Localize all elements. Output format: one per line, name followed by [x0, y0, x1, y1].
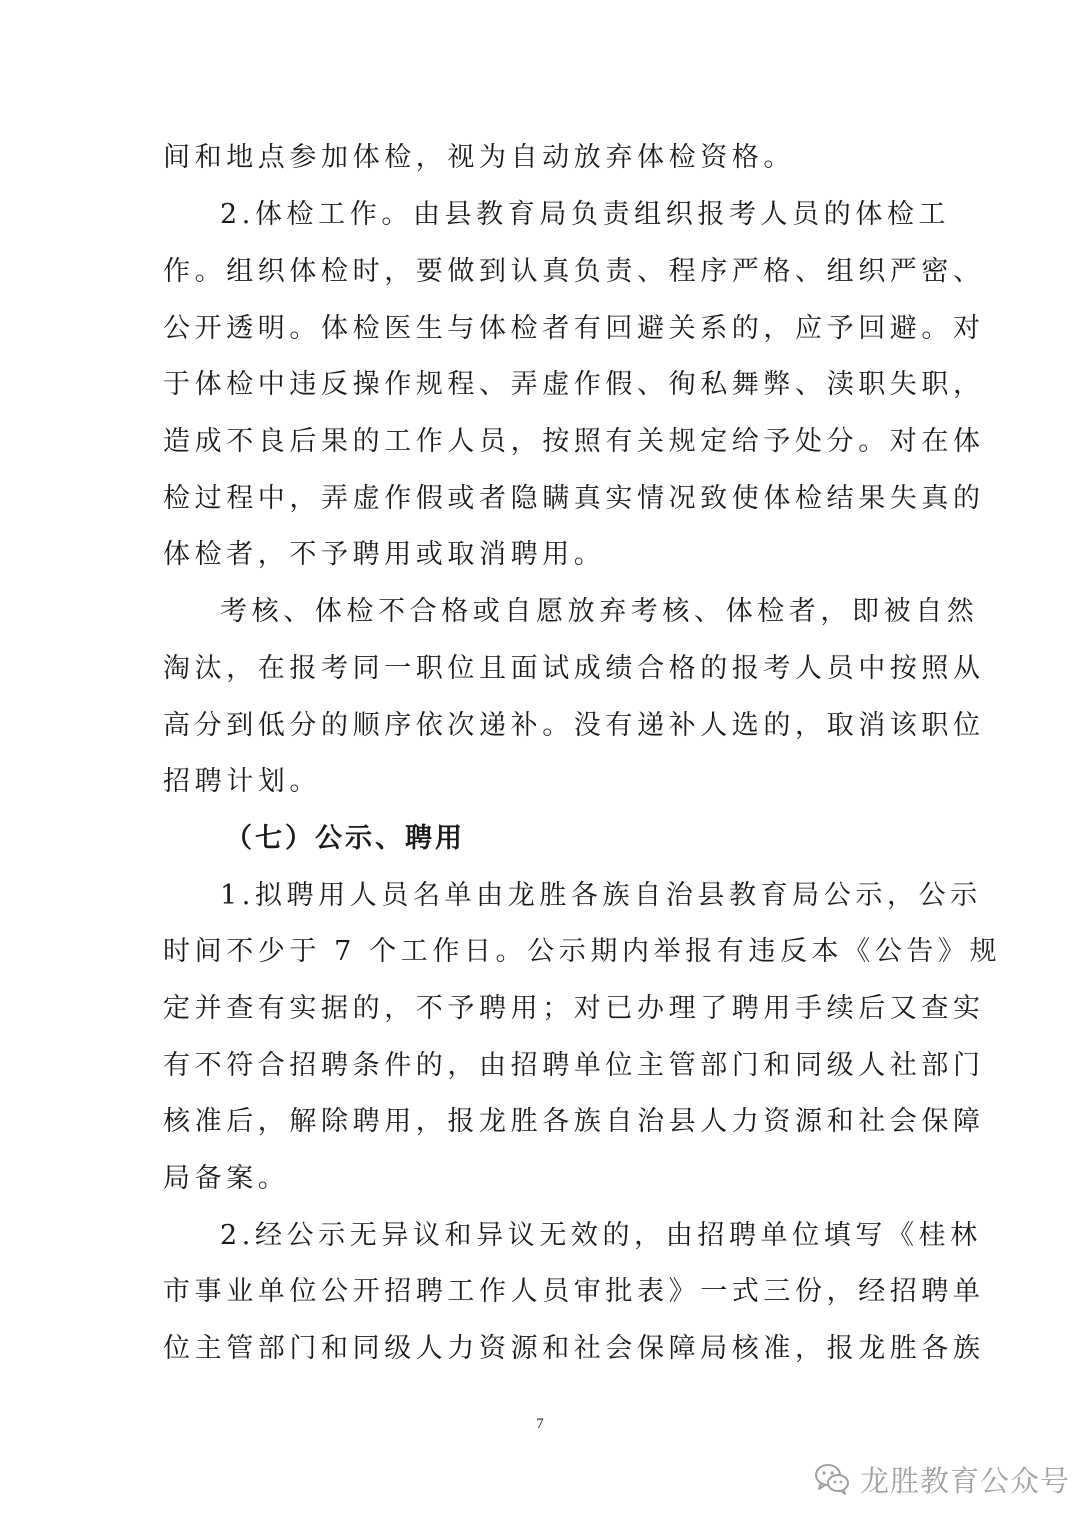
body-line: 招聘计划。 [163, 766, 321, 797]
body-line: 时间不少于 7 个工作日。公示期内举报有违反本《公告》规 [163, 936, 1002, 967]
body-line: 2.体检工作。由县教育局负责组织报考人员的体检工 [220, 199, 951, 230]
watermark-text: 龙胜教育公众号 [860, 1463, 1071, 1498]
body-line: 位主管部门和同级人力资源和社会保障局核准，报龙胜各族 [163, 1333, 985, 1364]
body-line: 于体检中违反操作规程、弄虚作假、徇私舞弊、渎职失职， [163, 369, 985, 400]
page-number: 7 [536, 1416, 544, 1432]
body-line: 2.经公示无异议和异议无效的，由招聘单位填写《桂林 [220, 1220, 982, 1251]
body-line: 考核、体检不合格或自愿放弃考核、体检者，即被自然 [220, 596, 979, 627]
body-line: 定并查有实据的，不予聘用；对已办理了聘用手续后又查实 [163, 993, 985, 1024]
body-line: 1.拟聘用人员名单由龙胜各族自治县教育局公示，公示 [220, 880, 982, 911]
body-line: 体检者，不予聘用或取消聘用。 [163, 539, 606, 570]
body-line: 公开透明。体检医生与体检者有回避关系的，应予回避。对 [163, 313, 985, 344]
body-line: 间和地点参加体检，视为自动放弃体检资格。 [163, 142, 795, 173]
body-line: 检过程中，弄虚作假或者隐瞒真实情况致使体检结果失真的 [163, 483, 985, 514]
body-line: 淘汰，在报考同一职位且面试成绩合格的报考人员中按照从 [163, 653, 985, 684]
section-heading: （七）公示、聘用 [225, 823, 465, 854]
body-line: 有不符合招聘条件的，由招聘单位主管部门和同级人社部门 [163, 1050, 985, 1081]
body-line: 作。组织体检时，要做到认真负责、程序严格、组织严密、 [163, 256, 985, 287]
wechat-icon [812, 1459, 852, 1499]
watermark [812, 1456, 1070, 1502]
body-line: 市事业单位公开招聘工作人员审批表》一式三份，经招聘单 [163, 1276, 985, 1307]
body-line: 造成不良后果的工作人员，按照有关规定给予处分。对在体 [163, 426, 985, 457]
body-line: 局备案。 [163, 1163, 290, 1194]
body-line: 高分到低分的顺序依次递补。没有递补人选的，取消该职位 [163, 710, 985, 741]
body-line: 核准后，解除聘用，报龙胜各族自治县人力资源和社会保障 [163, 1106, 985, 1137]
